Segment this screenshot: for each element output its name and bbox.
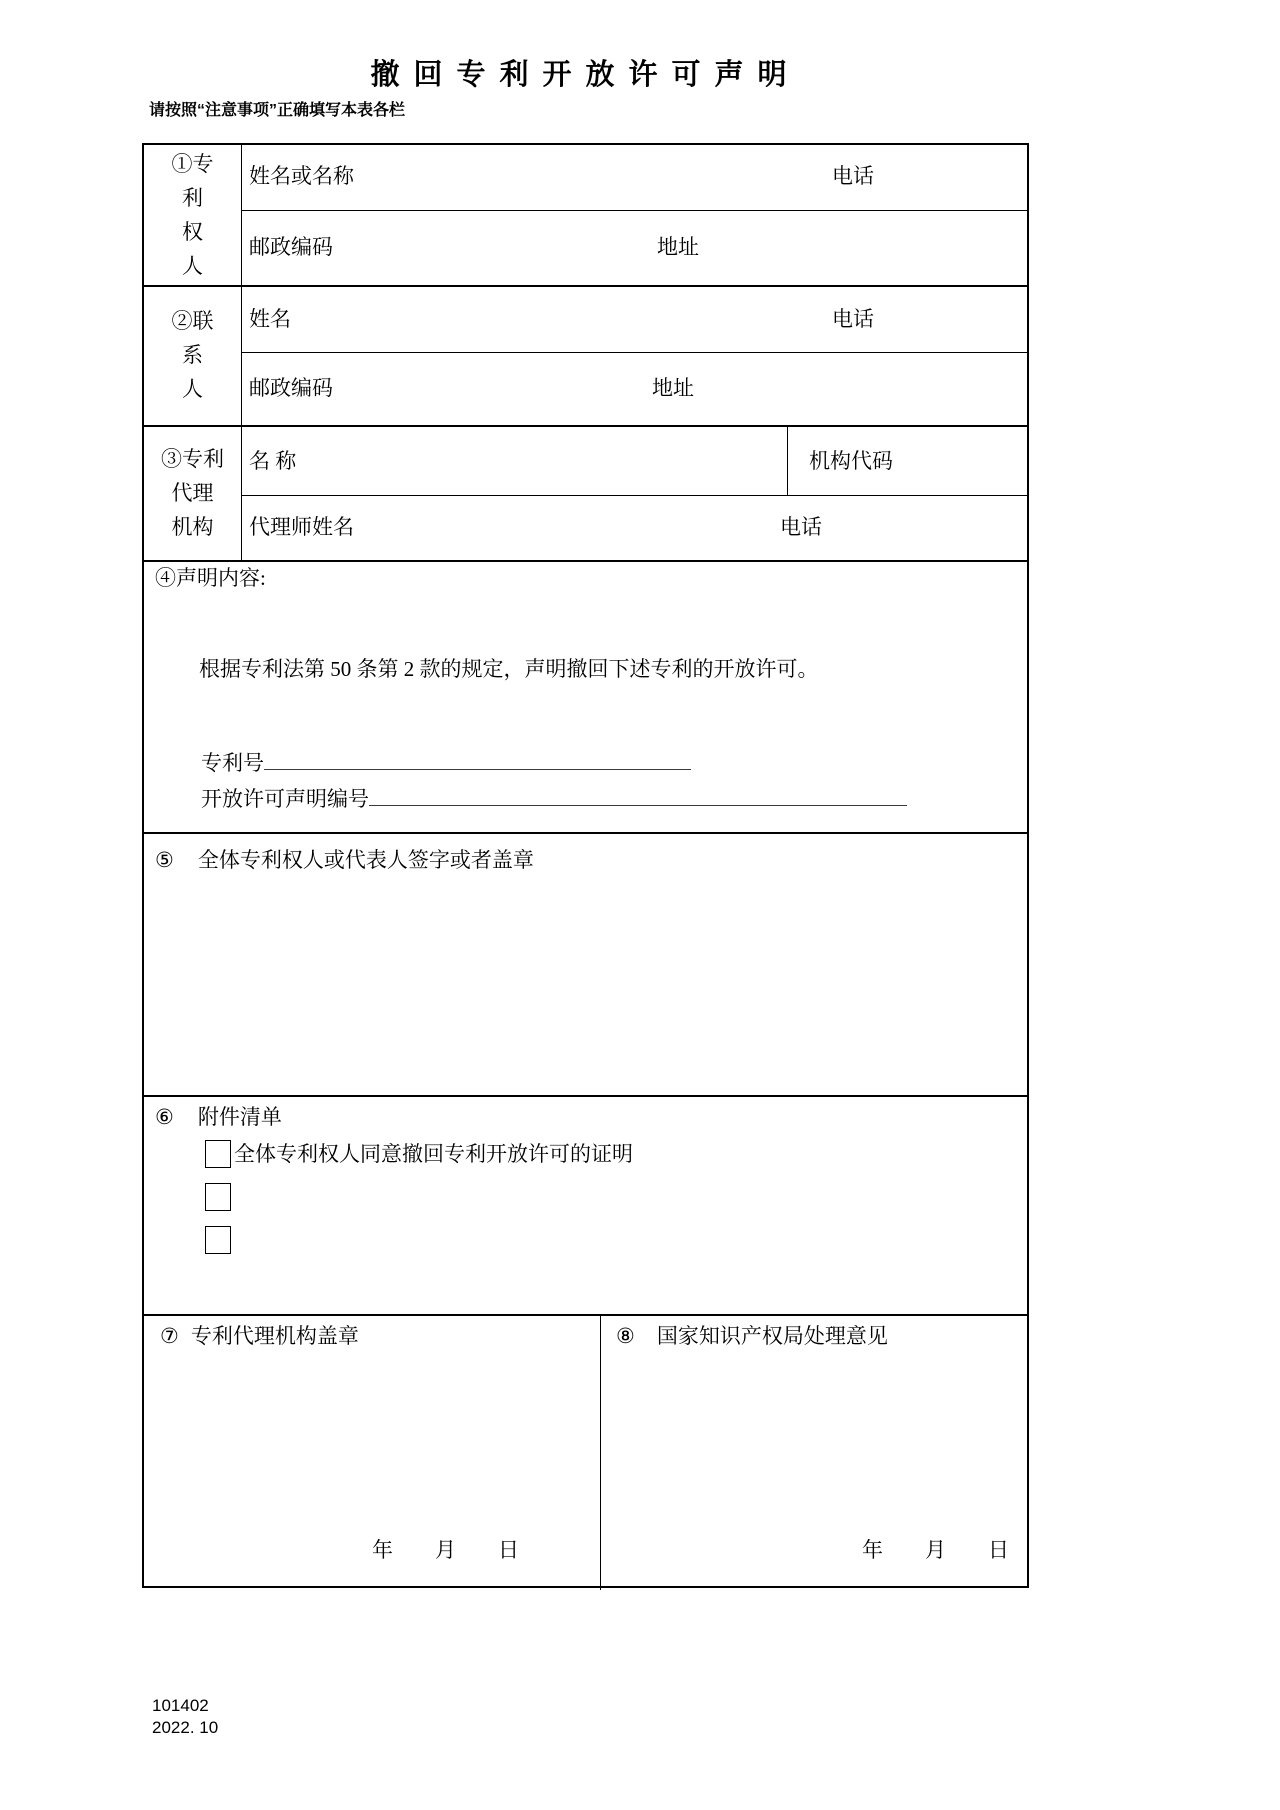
- office-num: ⑧: [616, 1324, 635, 1348]
- agency-orgcode-label: 机构代码: [809, 449, 893, 473]
- attachment-checkbox-2[interactable]: [205, 1183, 231, 1211]
- form-version-date: 2022. 10: [152, 1718, 219, 1737]
- office-opinion-area[interactable]: [601, 1355, 1029, 1515]
- patentee-name-label: 姓名或名称: [249, 164, 354, 188]
- agency-seal-date: 年 月 日: [372, 1538, 519, 1562]
- form-footer: [152, 1695, 218, 1739]
- declaration-heading: ④声明内容:: [155, 566, 266, 590]
- contact-address-label: 地址: [652, 376, 694, 400]
- signature-heading: 全体专利权人或代表人签字或者盖章: [197, 848, 534, 872]
- patentee-zip-label: 邮政编码: [249, 235, 333, 259]
- divider-s4-s5: [144, 832, 1027, 834]
- divider-s3-s4: [144, 560, 1027, 562]
- signature-area[interactable]: [144, 875, 1029, 1093]
- agency-seal-heading: 专利代理机构盖章: [190, 1324, 359, 1348]
- divider-contact-rows: [241, 352, 1027, 353]
- divider-name-orgcode: [787, 425, 788, 495]
- attachment-item-1-label: 全体专利权人同意撤回专利开放许可的证明: [234, 1142, 633, 1166]
- divider-patentee-rows: [241, 210, 1027, 211]
- form-code: 101402: [152, 1696, 209, 1715]
- form-table: [142, 143, 1029, 1588]
- form-title: 撤回专利开放许可声明: [370, 59, 801, 91]
- license-no-blank[interactable]: [369, 782, 907, 806]
- attachments-num: ⑥: [155, 1105, 174, 1129]
- declaration-statement: 根据专利法第 50 条第 2 款的规定，声明撤回下述专利的开放许可。: [199, 657, 819, 681]
- patentee-address-label: 地址: [657, 235, 699, 259]
- office-date: 年 月 日: [862, 1538, 1009, 1562]
- agency-seal-num: ⑦: [160, 1324, 179, 1348]
- signature-num: ⑤: [155, 848, 174, 872]
- divider-s6-s7: [144, 1314, 1027, 1316]
- signature-heading-line: [155, 847, 534, 873]
- agency-row-label: ③专利 代理 机构: [161, 446, 224, 539]
- agency-seal-area[interactable]: [144, 1355, 599, 1515]
- divider-s5-s6: [144, 1095, 1027, 1097]
- agency-phone-label: 电话: [780, 515, 822, 539]
- label-column-divider: [241, 145, 242, 560]
- agency-name-label: 名 称: [249, 449, 297, 473]
- attachments-heading: 附件清单: [197, 1105, 282, 1129]
- attachment-checkbox-3[interactable]: [205, 1226, 231, 1254]
- office-heading: 国家知识产权局处理意见: [656, 1324, 888, 1348]
- agency-agent-name-label: 代理师姓名: [249, 515, 354, 539]
- contact-row-label: ②联 系 人: [171, 309, 214, 401]
- attachment-checkbox-1[interactable]: [205, 1140, 231, 1168]
- patentee-row-label: ①专 利 权 人: [171, 152, 214, 278]
- form-subtitle: 请按照“注意事项”正确填写本表各栏: [149, 102, 406, 119]
- license-no-label: 开放许可声明编号: [201, 787, 369, 811]
- divider-agency-rows: [241, 495, 1027, 496]
- contact-name-label: 姓名: [249, 307, 291, 331]
- contact-phone-label: 电话: [832, 307, 874, 331]
- license-no-line: [201, 782, 907, 812]
- divider-s2-s3: [144, 425, 1027, 427]
- patent-no-label: 专利号: [201, 751, 264, 775]
- divider-s1-s2: [144, 285, 1027, 287]
- attachments-heading-line: [155, 1104, 282, 1130]
- office-heading-line: [616, 1323, 888, 1349]
- agency-seal-heading-line: [160, 1323, 359, 1349]
- contact-zip-label: 邮政编码: [249, 376, 333, 400]
- patentee-phone-label: 电话: [832, 164, 874, 188]
- patent-no-line: [201, 746, 691, 776]
- patent-no-blank[interactable]: [264, 746, 691, 770]
